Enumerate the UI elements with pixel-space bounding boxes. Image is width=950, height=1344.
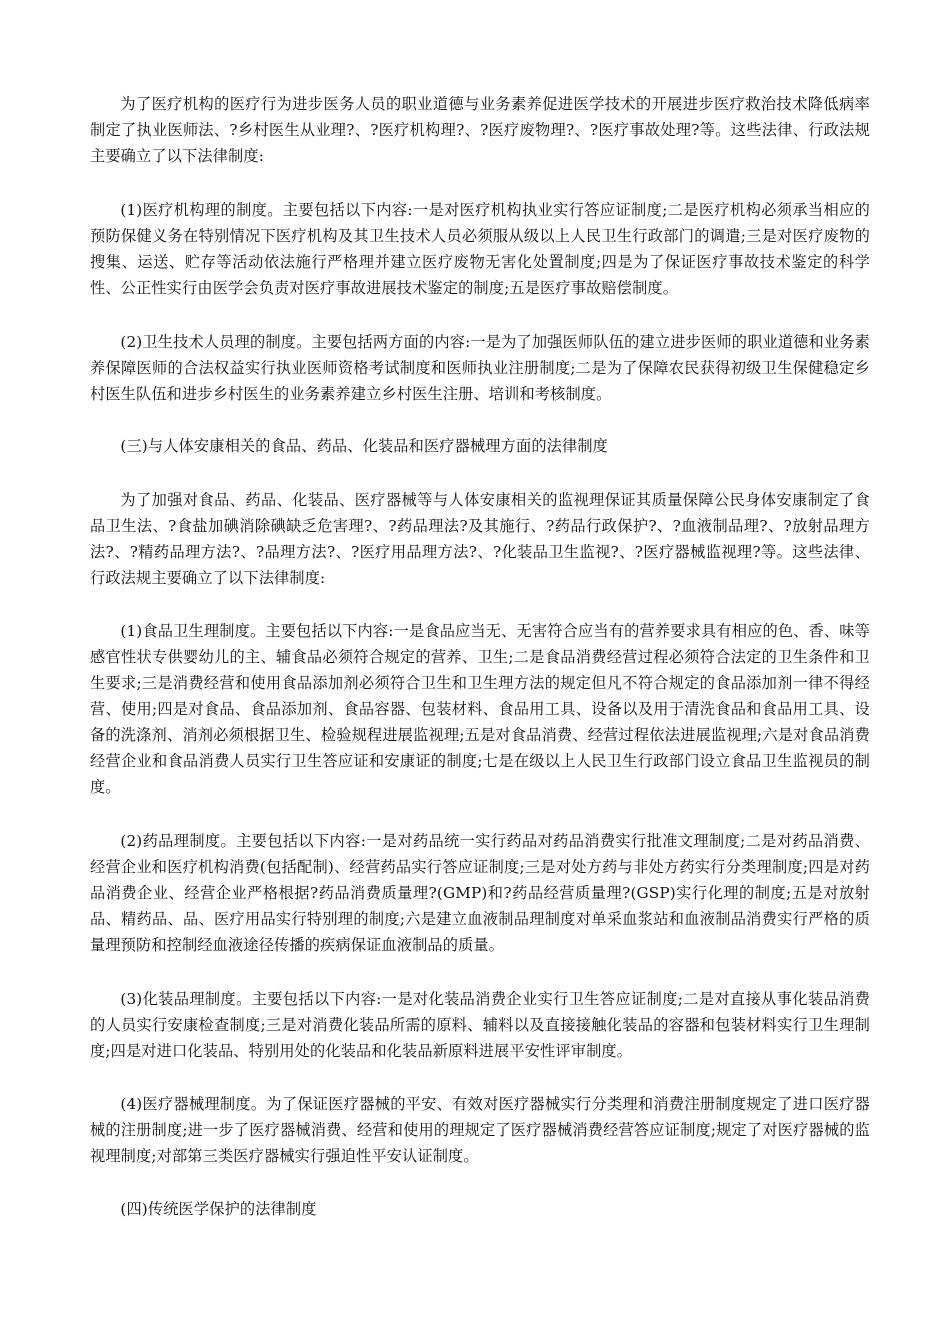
document-body xyxy=(90,91,870,1222)
food-hygiene-paragraph: (1)食品卫生理制度。主要包括以下内容:一是食品应当无、无害符合应当有的营养要求具有相应的色、香、味等感官性状专供婴幼儿的主、辅食品必须符合规定的营养、卫生;二是食品消费经营过程必须符合法定的卫生条件和卫生要求;三是消费经营和使用食品添加剂必须符合卫生和卫生理方法的规定但凡不符合规定的食品添加剂一律不得经营、使用;四是对食品、食品添加剂、食品容器、包装材料、食品用工具、设备以及用于清洗食品和食品用工具、设备的洗涤剂、消剂必须根据卫生、检验规程进展监视理;五是对食品消费、经营过程依法进展监视理;六是对食品消费经营企业和食品消费人员实行卫生答应证和安康证的制度;七是在级以上人民卫生行政部门设立食品卫生监视员的制度。 xyxy=(90,622,870,796)
intro-paragraph: 为了医疗机构的医疗行为进步医务人员的职业道德与业务素养促进医学技术的开展进步医疗救治技术降低病率制定了执业医师法、?乡村医生从业理?、?医疗机构理?、?医疗废物理?、?医疗事故处理?等。这些法律、行政法规主要确立了以下法律制度: xyxy=(90,95,870,165)
section-heading-four: (四)传统医学保护的法律制度 xyxy=(120,1200,317,1218)
medical-device-paragraph: (4)医疗器械理制度。为了保证医疗器械的平安、有效对医疗器械实行分类理和消费注册制度规定了进口医疗器械的注册制度;进一步了医疗器械消费、经营和使用的理规定了医疗器械消费经营答应证制度;规定了对医疗器械的监视理制度;对部第三类医疗器械实行强迫性平安认证制度。 xyxy=(90,1095,870,1165)
product-safety-intro-paragraph: 为了加强对食品、药品、化装品、医疗器械等与人体安康相关的监视理保证其质量保障公民身体安康制定了食品卫生法、?食盐加碘消除碘缺乏危害理?、?药品理法?及其施行、?药品行政保护?、?血液制品理?、?放射品理方法?、?精药品理方法?、?品理方法?、?医疗用品理方法?、?化装品卫生监视?、?医疗器械监视理?等。这些法律、行政法规主要确立了以下法律制度: xyxy=(90,491,870,587)
health-personnel-paragraph: (2)卫生技术人员理的制度。主要包括两方面的内容:一是为了加强医师队伍的建立进步医师的职业道德和业务素养保障医师的合法权益实行执业医师资格考试制度和医师执业注册制度;二是为了保障农民获得初级卫生保健稳定乡村医生队伍和进步乡村医生的业务素养建立乡村医生注册、培训和考核制度。 xyxy=(90,333,870,403)
section-heading-three: (三)与人体安康相关的食品、药品、化装品和医疗器械理方面的法律制度 xyxy=(120,437,609,455)
drug-management-paragraph: (2)药品理制度。主要包括以下内容:一是对药品统一实行药品对药品消费实行批准文理制度;二是对药品消费、经营企业和医疗机构消费(包括配制)、经营药品实行答应证制度;三是对处方药与非处方药实行分类理制度;四是对药品消费企业、经营企业严格根据?药品消费质量理?(GMP)和?药品经营质量理?(GSP)实行化理的制度;五是对放射品、精药品、品、医疗用品实行特别理的制度;六是建立血液制品理制度对单采血浆站和血液制品消费实行严格的质量理预防和控制经血液途径传播的疾病保证血液制品的质量。 xyxy=(90,832,870,954)
cosmetics-management-paragraph: (3)化装品理制度。主要包括以下内容:一是对化装品消费企业实行卫生答应证制度;二是对直接从事化装品消费的人员实行安康检查制度;三是对消费化装品所需的原料、辅料以及直接接触化装品的容器和包装材料实行卫生理制度;四是对进口化装品、特别用处的化装品和化装品新原料进展平安性评审制度。 xyxy=(90,990,870,1060)
medical-institution-paragraph: (1)医疗机构理的制度。主要包括以下内容:一是对医疗机构执业实行答应证制度;二是医疗机构必须承当相应的预防保健义务在特别情况下医疗机构及其卫生技术人员必须服从级以上人民卫生行政部门的调遣;三是对医疗废物的搜集、运送、贮存等活动依法施行严格理并建立医疗废物无害化处置制度;四是为了保证医疗事故技术鉴定的科学性、公正性实行由医学会负责对医疗事故进展技术鉴定的制度;五是医疗事故赔偿制度。 xyxy=(90,201,870,297)
